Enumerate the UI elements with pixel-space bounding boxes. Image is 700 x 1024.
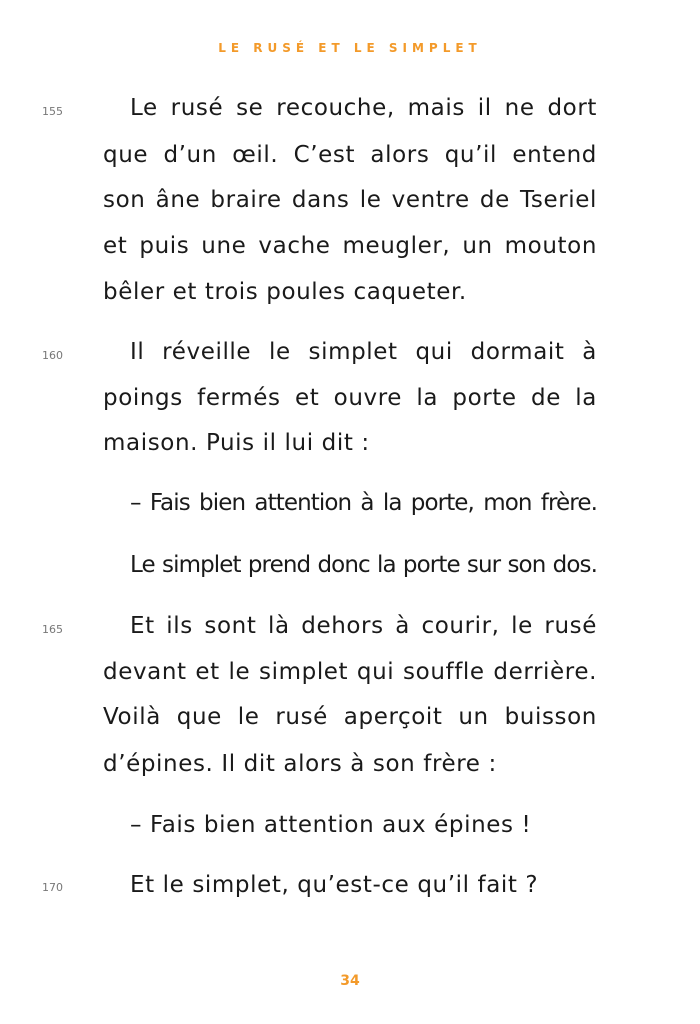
text-line: – Fais bien attention aux épines ! (130, 812, 532, 838)
text-line: Le simplet prend donc la porte sur son dos. (130, 552, 597, 578)
page-number: 34 (340, 973, 360, 989)
text-line: bêler et trois poules caqueter. (103, 279, 467, 305)
text-line: maison. Puis il lui dit : (103, 430, 370, 456)
text-line: et puis une vache meugler, un mouton (103, 233, 597, 259)
text-line: – Fais bien attention à la porte, mon frère. (130, 490, 597, 516)
line-number: 160 (42, 349, 63, 362)
line-number: 170 (42, 881, 63, 894)
text-line: poings fermés et ouvre la porte de la (103, 385, 597, 411)
text-line: devant et le simplet qui souffle derrière. (103, 659, 597, 685)
line-number: 155 (42, 105, 63, 118)
text-line: Il réveille le simplet qui dormait à (130, 339, 597, 365)
running-head: LE RUSÉ ET LE SIMPLET (218, 41, 482, 55)
text-line: son âne braire dans le ventre de Tseriel (103, 187, 597, 213)
line-number: 165 (42, 623, 63, 636)
text-line: Voilà que le rusé aperçoit un buisson (103, 704, 597, 730)
text-line: d’épines. Il dit alors à son frère : (103, 751, 497, 777)
text-line: Le rusé se recouche, mais il ne dort (130, 95, 597, 121)
text-line: que d’un œil. C’est alors qu’il entend (103, 142, 597, 168)
text-line: Et le simplet, qu’est-ce qu’il fait ? (130, 872, 539, 898)
text-line: Et ils sont là dehors à courir, le rusé (130, 613, 597, 639)
